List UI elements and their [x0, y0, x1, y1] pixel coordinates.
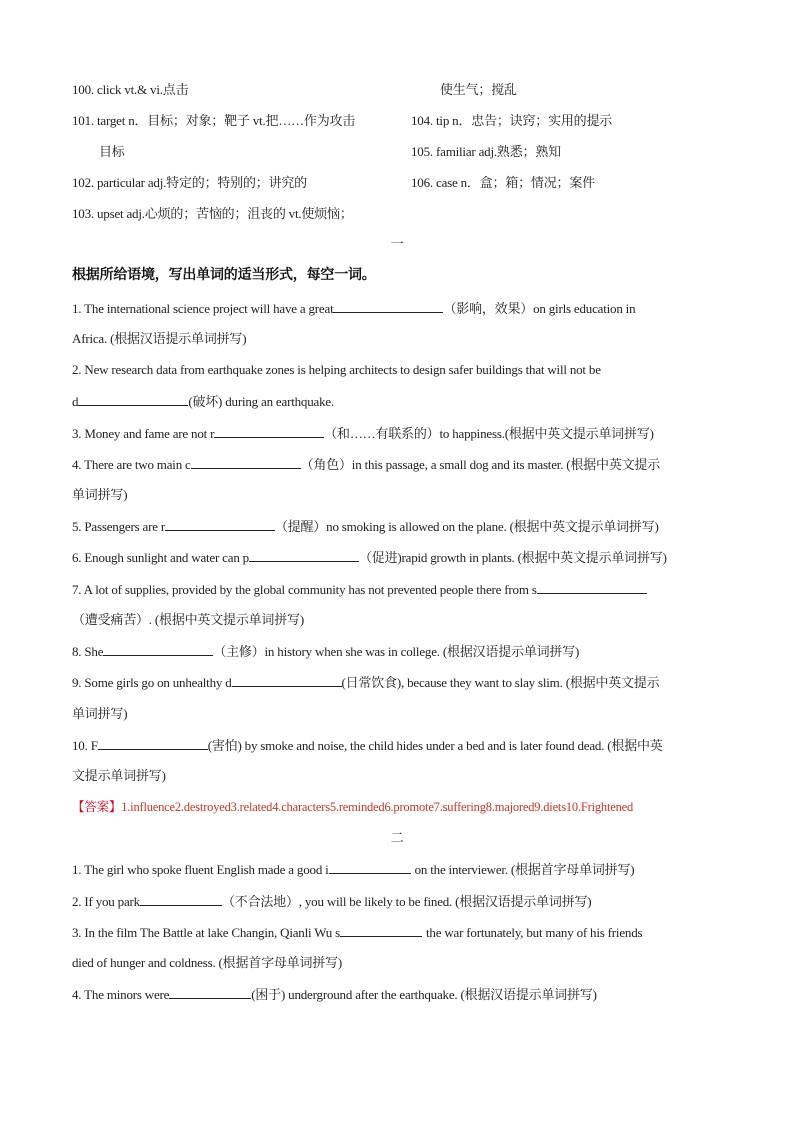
vocab-item-104: 104. tip n．忠告；诀窍；实用的提示 [411, 113, 613, 128]
question-text: 3. In the film The Battle at lake Changin, Qianli Wu s [72, 925, 341, 940]
question-1-9 [72, 674, 659, 691]
answer-blank[interactable] [103, 643, 213, 656]
question-1-1 [72, 300, 635, 317]
section-numeral-2: 二 [390, 830, 404, 845]
question-1-5 [72, 518, 659, 535]
question-1-3 [72, 425, 654, 442]
question-2-4 [72, 986, 597, 1003]
question-1-1-continued: Africa. (根据汉语提示单词拼写) [72, 331, 247, 346]
answer-blank[interactable] [165, 518, 275, 531]
answer-blank[interactable] [214, 425, 324, 438]
question-2-1 [72, 861, 634, 878]
question-hint: （和……有联系的）to happiness.(根据中英文提示单词拼写) [324, 426, 654, 441]
section-instruction: 根据所给语境，写出单词的适当形式，每空一词。 [72, 268, 376, 283]
answer-blank[interactable] [249, 549, 359, 562]
question-1-7-continued: （遭受痛苦）. (根据中英文提示单词拼写) [72, 612, 304, 627]
answer-blank[interactable] [98, 737, 208, 750]
answer-blank[interactable] [329, 861, 411, 874]
question-1-8 [72, 643, 579, 660]
vocab-item-100: 100. click vt.& vi.点击 [72, 82, 189, 97]
question-hint: (破坏) during an earthquake. [188, 394, 335, 409]
question-hint: (害怕) by smoke and noise, the child hides under a bed and is later found dead. (根据中英 [207, 738, 663, 753]
answer-blank[interactable] [333, 300, 443, 313]
question-text: 6. Enough sunlight and water can p [72, 550, 249, 565]
answer-blank[interactable] [191, 456, 301, 469]
question-text: 9. Some girls go on unhealthy d [72, 675, 232, 690]
question-hint: （影响，效果）on girls education in [443, 301, 636, 316]
question-1-6 [72, 549, 667, 566]
question-1-9-continued: 单词拼写) [72, 706, 128, 721]
question-text: 1. The girl who spoke fluent English made a good i [72, 862, 329, 877]
question-hint: (日常饮食), because they want to slay slim. (根据中英文提示 [341, 675, 660, 690]
question-1-2-continued [72, 393, 334, 410]
answer-blank[interactable] [78, 393, 188, 406]
question-hint: （提醒）no smoking is allowed on the plane. (根据中英文提示单词拼写) [274, 519, 659, 534]
vocab-item-105: 105. familiar adj.熟悉；熟知 [411, 144, 561, 159]
question-2-3 [72, 924, 642, 941]
vocab-item-106: 106. case n．盒；箱；情况；案件 [411, 175, 595, 190]
question-hint: （不合法地）, you will be likely to be fined. (根据汉语提示单词拼写) [221, 894, 592, 909]
question-hint: on the interviewer. (根据首字母单词拼写) [414, 862, 635, 877]
question-hint: (困于) underground after the earthquake. (根据汉语提示单词拼写) [251, 987, 597, 1002]
answer-blank[interactable] [340, 924, 422, 937]
answer-key [72, 799, 633, 815]
question-2-2 [72, 893, 591, 910]
question-1-10 [72, 737, 663, 754]
vocab-item-101: 101. target n．目标；对象；靶子 vt.把……作为攻击 [72, 113, 356, 128]
question-hint: （促进)rapid growth in plants. (根据中英文提示单词拼写) [358, 550, 667, 565]
section-numeral-1: 一 [390, 236, 404, 251]
question-1-7 [72, 581, 647, 598]
answer-blank[interactable] [169, 986, 251, 999]
question-text: 5. Passengers are r [72, 519, 165, 534]
question-text: 2. If you park [72, 894, 140, 909]
answer-label: 【答案】 [72, 800, 122, 814]
vocab-item-103: 103. upset adj.心烦的；苦恼的；沮丧的 vt.使烦恼； [72, 206, 353, 221]
answer-text: 1.influence2.destroyed3.related4.characters5.reminded6.promote7.suffering8.majored9.diets10.Frightened [121, 800, 634, 814]
vocab-item-102: 102. particular adj.特定的；特别的；讲究的 [72, 175, 307, 190]
question-text: 4. There are two main c [72, 457, 191, 472]
question-text: 10. F [72, 738, 98, 753]
vocab-item-101-continued: 目标 [99, 144, 125, 159]
answer-blank[interactable] [537, 581, 647, 594]
question-1-2: 2. New research data from earthquake zones is helping architects to design safer buildings that will not be [72, 362, 601, 377]
question-text: 8. She [72, 644, 104, 659]
question-1-4 [72, 456, 660, 473]
question-text: d [72, 394, 79, 409]
question-text: 7. A lot of supplies, provided by the global community has not prevented people there from s [72, 582, 537, 597]
question-text: 3. Money and fame are not r [72, 426, 215, 441]
question-hint: （主修）in history when she was in college. (根据汉语提示单词拼写) [213, 644, 580, 659]
question-text: 4. The minors were [72, 987, 170, 1002]
answer-blank[interactable] [140, 893, 222, 906]
question-hint: （角色）in this passage, a small dog and its master. (根据中英文提示 [300, 457, 661, 472]
question-hint: the war fortunately, but many of his friends [426, 925, 643, 940]
question-2-3-continued: died of hunger and coldness. (根据首字母单词拼写) [72, 955, 343, 970]
question-text: 1. The international science project will have a great [72, 301, 334, 316]
vocab-item-103-continued: 使生气；搅乱 [440, 82, 517, 97]
answer-blank[interactable] [232, 674, 342, 687]
question-1-10-continued: 文提示单词拼写) [72, 768, 166, 783]
question-1-4-continued: 单词拼写) [72, 487, 128, 502]
